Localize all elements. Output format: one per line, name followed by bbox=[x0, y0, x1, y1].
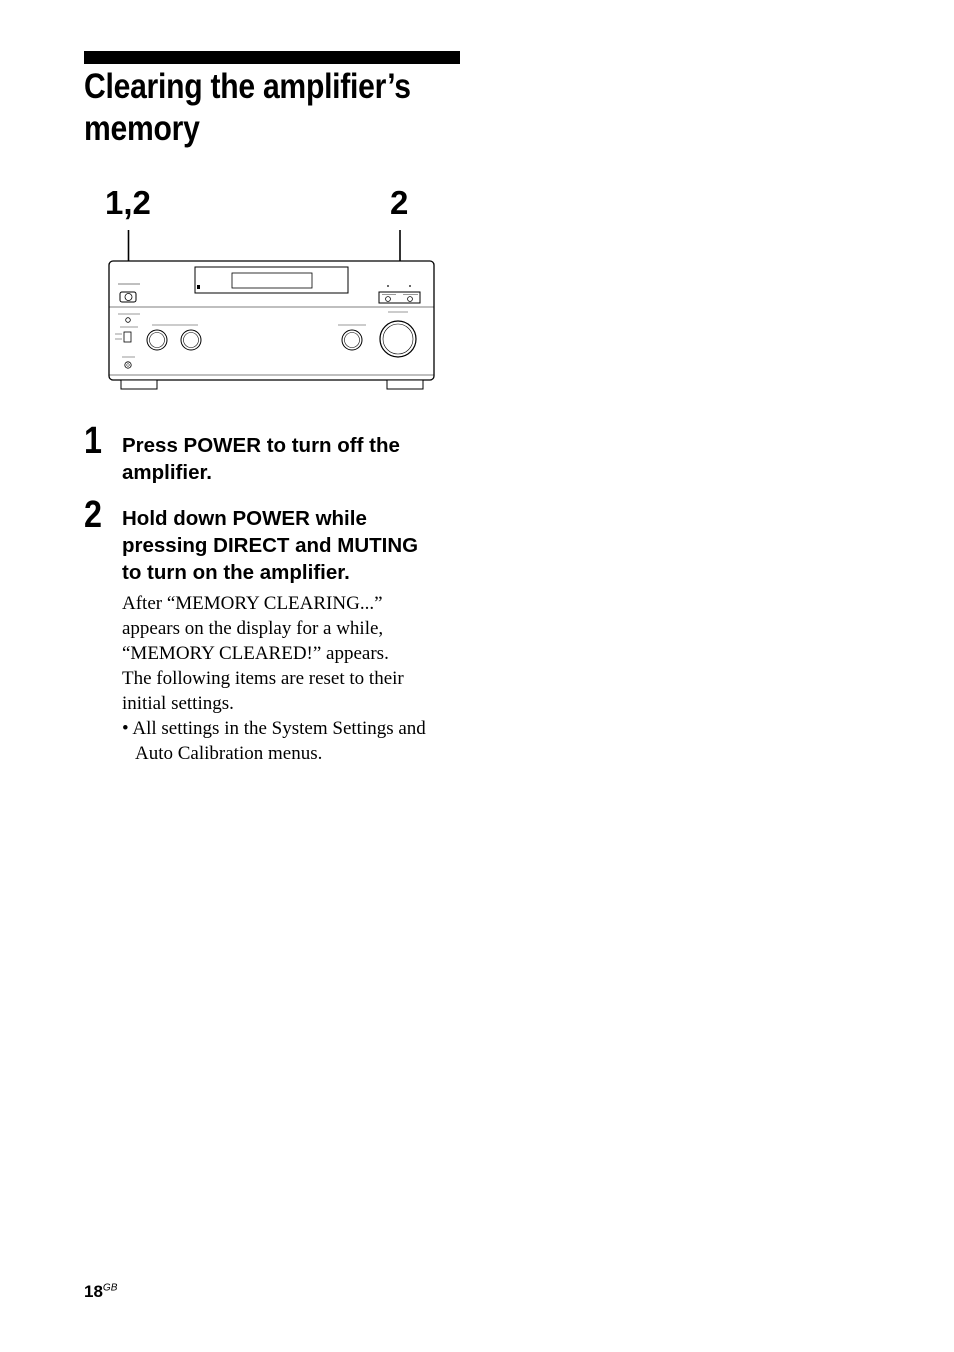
step-1-line: Press POWER to turn off the bbox=[122, 434, 400, 457]
foot-left bbox=[121, 380, 157, 389]
body-line: The following items are reset to their bbox=[122, 668, 404, 689]
body-line: initial settings. bbox=[122, 693, 234, 714]
title-line-1: Clearing the amplifier’s bbox=[84, 67, 411, 106]
body-line: “MEMORY CLEARED!” appears. bbox=[122, 643, 389, 664]
speakers-switch bbox=[124, 332, 131, 342]
step-2-line: pressing DIRECT and MUTING bbox=[122, 534, 419, 557]
step-1-line: amplifier. bbox=[122, 461, 213, 484]
callout-right: 2 bbox=[390, 184, 409, 221]
section-rule bbox=[84, 51, 460, 64]
step-2-line: to turn on the amplifier. bbox=[122, 561, 350, 584]
step-2-description bbox=[122, 591, 467, 766]
direct-button bbox=[386, 297, 391, 302]
foot-right bbox=[387, 380, 423, 389]
title-line-2: memory bbox=[84, 109, 200, 148]
muting-button bbox=[408, 297, 413, 302]
step-2-line: Hold down POWER while bbox=[122, 507, 367, 530]
body-line: After “MEMORY CLEARING...” bbox=[122, 593, 383, 614]
body-line: appears on the display for a while, bbox=[122, 618, 384, 639]
direct-muting-highlight bbox=[379, 292, 420, 303]
step-1-number: 1 bbox=[84, 420, 102, 462]
display-window bbox=[232, 273, 312, 288]
amplifier-front-panel-diagram bbox=[100, 226, 440, 396]
page-title bbox=[84, 66, 411, 150]
power-button bbox=[125, 294, 132, 301]
page-number-suffix: GB bbox=[102, 1282, 118, 1294]
step-1-heading bbox=[122, 432, 462, 486]
step-2-heading bbox=[122, 505, 462, 586]
bullet-line-1: • All settings in the System Settings and bbox=[122, 718, 426, 739]
page-number bbox=[84, 1282, 117, 1302]
callout-left: 1,2 bbox=[105, 184, 151, 221]
step-2-number: 2 bbox=[84, 494, 102, 536]
auto-cal-mic-jack bbox=[126, 318, 131, 323]
bullet-item bbox=[122, 716, 467, 766]
bullet-line-2: Auto Calibration menus. bbox=[135, 743, 323, 764]
page-number-value: 18 bbox=[84, 1282, 103, 1301]
